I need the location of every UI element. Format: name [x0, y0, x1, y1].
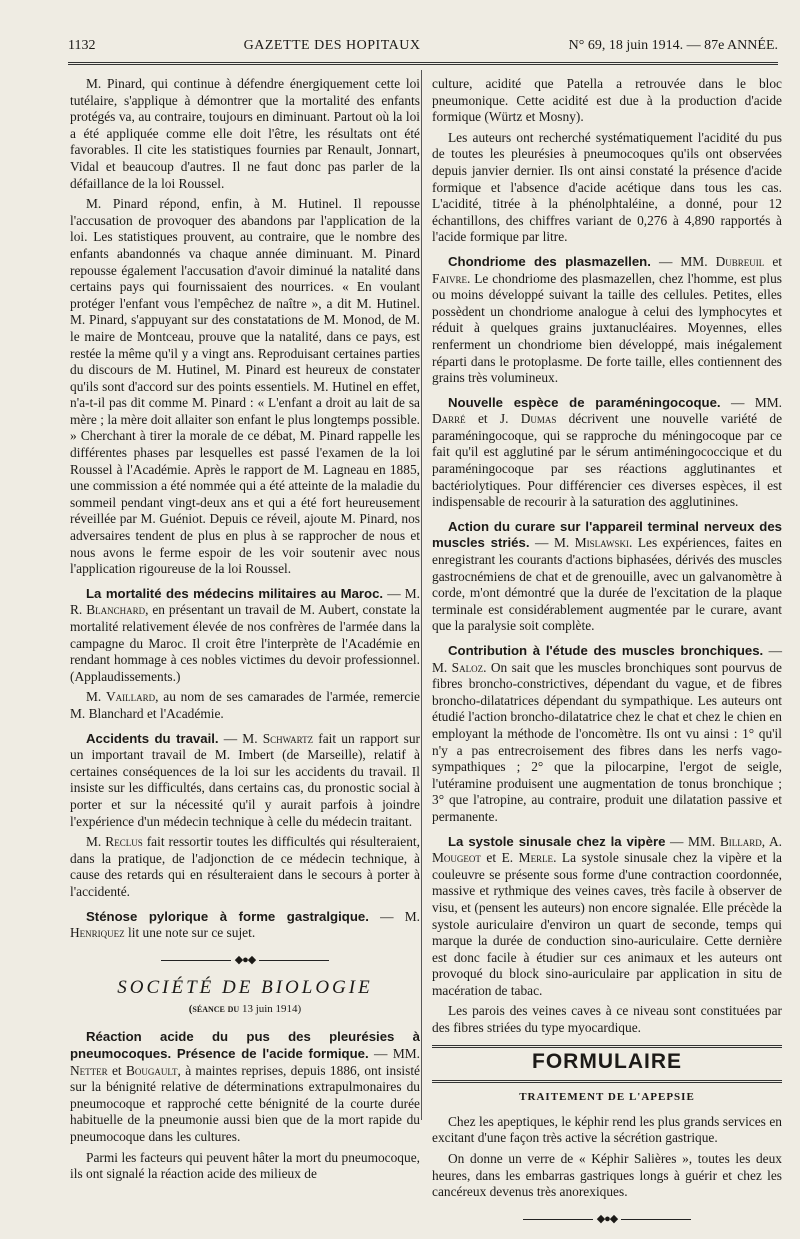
section-text: fait ressortir toutes les difficultés qui résulteraient, dans la pratique, de l'adjonction de ce médecin technique, à cause des retards qui en résulteraient dans le secours à porter à l'accidenté.: [70, 834, 420, 899]
author: Dubreuil: [715, 253, 765, 269]
column-divider: [421, 70, 422, 1120]
paragraph: On donne un verre de « Képhir Salières », toutes les deux heures, dans les embarras gastriques longs à guérir et chez les cancéreux devenus très anorexiques.: [432, 1151, 782, 1200]
author: Darré: [432, 411, 466, 427]
section-text: lit une note sur ce sujet.: [124, 925, 256, 941]
societe-heading: SOCIÉTÉ DE BIOLOGIE: [117, 977, 373, 999]
section-text: . On sait que les muscles bronchiques sont pourvus de fibres broncho-constrictives, dépendant du vague, et de fibres broncho-dilatatrices dépendant du sympathique. Les auteurs ont étudié l'action broncho-dilatatrice chez le chat et chez le chien en employant la méthode de l'oncomètre. Ils ont vu ainsi : 1° qu'il n'y a pas entrecroisement des fibres dans les nerfs vago-sympathiques ; 2° que la pilocarpine, l'ergot de seigle, l'utéramine produisent une augmentation de tonus bronchique ; 3° que l'atropine, au contraire, produit une dilatation passive et permanente.: [432, 659, 783, 824]
section-text: , à maintes reprises, depuis 1886, ont insisté sur la bénignité relative de déterminations extrapulmonaires du pneumocoque et rapproché cette bénignité de la courte durée habituelle de la pneumonie aussi bien que de la mort rapide du pneumocoque dans les cultures.: [70, 1062, 420, 1145]
page-number: 1132: [68, 38, 96, 53]
section-text: fait un rapport sur un important travail de M. Imbert (de Marseille), relatif à certaines conséquences de la loi sur les accidents du travail. Il insiste sur les difficultés, dans certains cas, du pronostic social à porter et sur la nécessité qu'il y aurait parfois à joindre l'expérience d'un médecin technique à celle du médecin traitant.: [70, 730, 420, 829]
section-title: La mortalité des médecins militaires au Maroc.: [86, 585, 384, 601]
formulaire-heading: FORMULAIRE: [532, 1049, 682, 1073]
text-fragment: et: [107, 1062, 126, 1078]
section-chondriome: [432, 254, 782, 387]
traitement-heading: TRAITEMENT DE L'APEPSIE: [519, 1091, 695, 1104]
text-fragment: et: [764, 253, 782, 269]
text-fragment: — MM.: [650, 253, 716, 269]
text-fragment: — M.: [529, 535, 575, 551]
section-reaction-acide: [70, 1029, 420, 1145]
paragraph: Parmi les facteurs qui peuvent hâter la mort du pneumocoque, ils ont signalé la réaction acide des milieux de: [70, 1149, 420, 1182]
double-rule: [432, 1045, 782, 1048]
text-fragment: — MM.: [720, 394, 783, 410]
header-rule: [68, 62, 778, 65]
text-fragment: , A.: [761, 833, 782, 849]
issue-info: N° 69, 18 juin 1914. — 87e ANNÉE.: [568, 38, 778, 53]
text-fragment: — M.: [432, 643, 782, 675]
text-fragment: — MM.: [368, 1046, 420, 1062]
section-title: Nouvelle espèce de paraméningocoque.: [448, 394, 721, 410]
section-title: La systole sinusale chez la vipère: [448, 833, 666, 849]
section-title: Action du curare sur l'appareil terminal nerveux des muscles striés.: [432, 518, 782, 551]
section-title: Chondriome des plasmazellen.: [448, 253, 651, 269]
author: Mougeot: [432, 850, 481, 866]
section-accidents: Accidents du travail. — M. Schwartz fait un rapport sur un important travail de M. Imbert (de Marseille), relatif à certaines conséquences de la loi sur les accidents du travail. Il insiste sur les difficultés, dans certains cas, du pronostic social à porter et sur la nécessité qu'il y aurait parfois à joindre l'expérience d'un médecin technique à celle du médecin traitant.: [70, 730, 420, 829]
double-rule: [432, 1080, 782, 1083]
paragraph: M. Vaillard, au nom de ses camarades de l'armée, remercie M. Blanchard et l'Académie.: [70, 689, 420, 721]
author: Merle: [518, 850, 554, 866]
ornament-divider: ◆●◆: [70, 952, 420, 969]
section-title: Sténose pylorique à forme gastralgique.: [86, 908, 369, 924]
ornament-divider: ◆●◆: [432, 1211, 782, 1228]
paragraph: Les parois des veines caves à ce niveau sont constituées par des fibres striées du type myocardique.: [432, 1003, 782, 1036]
section-stenose: Sténose pylorique à forme gastralgique. — M. Henriquez lit une note sur ce sujet.: [70, 908, 420, 941]
author: Blanchard: [86, 602, 146, 618]
seance-value: 13 juin 1914): [241, 1002, 302, 1015]
author: Netter: [70, 1062, 108, 1078]
section-text: . La systole sinusale chez la vipère et la couleuvre se présente sous forme d'une contraction coordonnée, massive et rythmique des veines caves, très facile à observer de visu, et (pensent les auteurs) non encore signalée. Elle précède la systole auriculaire d'environ un quart de seconde, temps qui marque la durée de conduction sino-auriculaire. Cette dernière est donc facile à étudier sur ces animaux et les auteurs ont provoqué du block sino-auriculaire par application in situ de macération de tabac.: [432, 850, 782, 998]
author: Vaillard: [106, 689, 156, 705]
author: Dumas: [520, 411, 557, 427]
author: Bougault: [125, 1062, 178, 1078]
paragraph: M. Pinard, qui continue à défendre énergiquement cette loi tutélaire, s'applique à démontrer que la mortalité des enfants protégés va, au contraire, toujours en diminuant. Partout où la loi a été appliquée comme elle doit l'être, les résultats ont été favorables. Il cite les statistiques fournies par Renault, Jonnart, Vidal et beaucoup d'autres. Il ne faut donc pas parler de la défaillance de la loi Roussel.: [70, 76, 420, 191]
author: Reclus: [105, 834, 143, 850]
section-text: décrivent une nouvelle variété de paraméningocoque, qui se rapproche du méningocoque par ce fait qu'il est agglutiné par le sérum antiméningococcique et du paraméningocoque par ses réactions agglutinantes et bactériolytiques. Pour différencier ces diverses espèces, il est indispensable de recourir à la saturation des agglutinines.: [432, 411, 783, 510]
right-column: [432, 76, 782, 1239]
seance-label: (séance du: [188, 1002, 240, 1015]
section-text: , en présentant un travail de M. Aubert, constate la mortalité relativement élevée de nos confrères de l'armée dans la campagne du Maroc. Il croit être l'interprète de l'Académie en rendant hommage à ces nobles victimes du devoir professionnel. (Applaudissements.): [70, 602, 420, 684]
section-title: Accidents du travail.: [86, 730, 219, 746]
text-fragment: et J.: [465, 411, 521, 427]
left-column: [70, 76, 420, 1187]
author: Schwartz: [262, 730, 314, 746]
section-title: Contribution à l'étude des muscles bronchiques.: [448, 643, 764, 658]
paragraph: M. Reclus fait ressortir toutes les difficultés qui résulteraient, dans la pratique, de l'adjonction de ce médecin technique, à cause des retards qui en résulteraient dans le secours à porter à l'accidenté.: [70, 834, 420, 899]
section-title: Réaction acide du pus des pleurésies à pneumocoques. Présence de l'acide formique.: [70, 1029, 420, 1062]
paragraph: M. Pinard répond, enfin, à M. Hutinel. Il repousse l'accusation de provoquer des abandons par l'application de la loi. Les statistiques prouvent, au contraire, que le nombre des enfants abandonnés va chaque année diminuant. M. Pinard repousse également l'accusation d'avoir diminué la natalité dans certains pays qui fournissaient des nourrices. « En voulant protéger l'enfant vous l'empêchez de naître », a dit M. Hutinel. M. Pinard, s'appuyant sur des constatations de M. Monod, de M. le maire de Montceau, prouve que la natalité, dans ce pays, est restée la même qu'il y a vingt ans. Reproduisant certaines parties du discours de M. Hutinel, M. Pinard est heureux de constater qu'ils sont d'accord sur des points essentiels. M. Hutinel en effet, n'a-t-il pas dit comme M. Pinard : « L'enfant a droit au lait de sa mère ; la mère doit allaiter son enfant le plus longtemps possible. » Cherchant à tirer la morale de ce débat, M. Pinard rappelle les différentes phases par lesquelles est passé l'examen de la loi Roussel à l'Académie. Après le rapport de M. Lagneau en 1885, une commission a été nommée qui a été atteinte de la maladie du sommeil pendant vingt-deux ans et qui a été fort heureusement réveillée par M. Guéniot. Depuis ce réveil, ajoute M. Pinard, nos adversaires tendent de plus en plus à se rapprocher de nous et nous avons le ferme espoir de les voir soutenir avec nous l'application rigoureuse de la loi Roussel.: [70, 196, 420, 577]
author: Faivre: [432, 270, 467, 286]
section-text: . Les expériences, faites en enregistrant les courants d'actions biphasées, dérivés des muscles gastrocnémiens de chat et de grenouille, avec un galvanomètre à corde, m'ont démontré que la durée de l'excitation de la plaque terminale est considérablement augmentée par le curare, avant que la paralysie soit complète.: [432, 535, 782, 634]
author: Billard: [719, 833, 762, 849]
formulaire-block: [432, 1045, 782, 1228]
section-curare: [432, 519, 782, 635]
text-fragment: et E.: [480, 850, 519, 866]
author: Mislawski: [574, 535, 629, 551]
section-text: . Le chondriome des plasmazellen, chez l'homme, est plus ou moins développé suivant la taille des cellules. Petites, elles possèdent un chondriome analogue à celui des lymphocytes et réduit à quelques grains juxtanucléaires. Moyennes, elles renferment un chondriome bien développé, mais inégalement réparti dans le protoplasme. De forte taille, elles contiennent des grains très volumineux.: [432, 270, 782, 386]
author: Henriquez: [70, 925, 125, 941]
seance-date: [70, 1001, 420, 1018]
journal-title: GAZETTE DES HOPITAUX: [243, 38, 421, 53]
section-text: , au nom de ses camarades de l'armée, remercie M. Blanchard et l'Académie.: [70, 689, 420, 721]
author: Saloz: [451, 659, 484, 675]
section-parameningocoque: [432, 395, 782, 511]
section-systole: [432, 834, 782, 1000]
section-mortalite: La mortalité des médecins militaires au Maroc. — M. R. Blanchard, en présentant un travail de M. Aubert, constate la mortalité relativement élevée de nos confrères de l'armée dans la campagne du Maroc. Il croit être l'interprète de l'Académie en rendant hommage à ces nobles victimes du devoir professionnel. (Applaudissements.): [70, 585, 421, 684]
paragraph: Les auteurs ont recherché systématiquement l'acidité du pus de toutes les pleurésies à pneumocoques qu'ils ont observées depuis janvier dernier. Ils ont ainsi constaté la présence d'acide formique et l'absence d'acide acétique dans tous les cas. L'acidité, titrée à la phénolphtaléine, a donné, pour 12 échantillons, des chiffres variant de 0,276 à 4,890 rapportés à l'acide formique par litre.: [432, 129, 782, 245]
paragraph: culture, acidité que Patella a retrouvée dans le bloc pneumonique. Cette acidité est due à la production d'acide formique (Würtz et Mosny).: [432, 76, 782, 125]
section-muscles-bronchiques: [432, 643, 782, 826]
page-header: [68, 38, 778, 60]
paragraph: Chez les apeptiques, le képhir rend les plus grands services en excitant d'une façon très active la sécrétion gastrique.: [432, 1113, 782, 1146]
text-fragment: — MM.: [665, 833, 720, 849]
